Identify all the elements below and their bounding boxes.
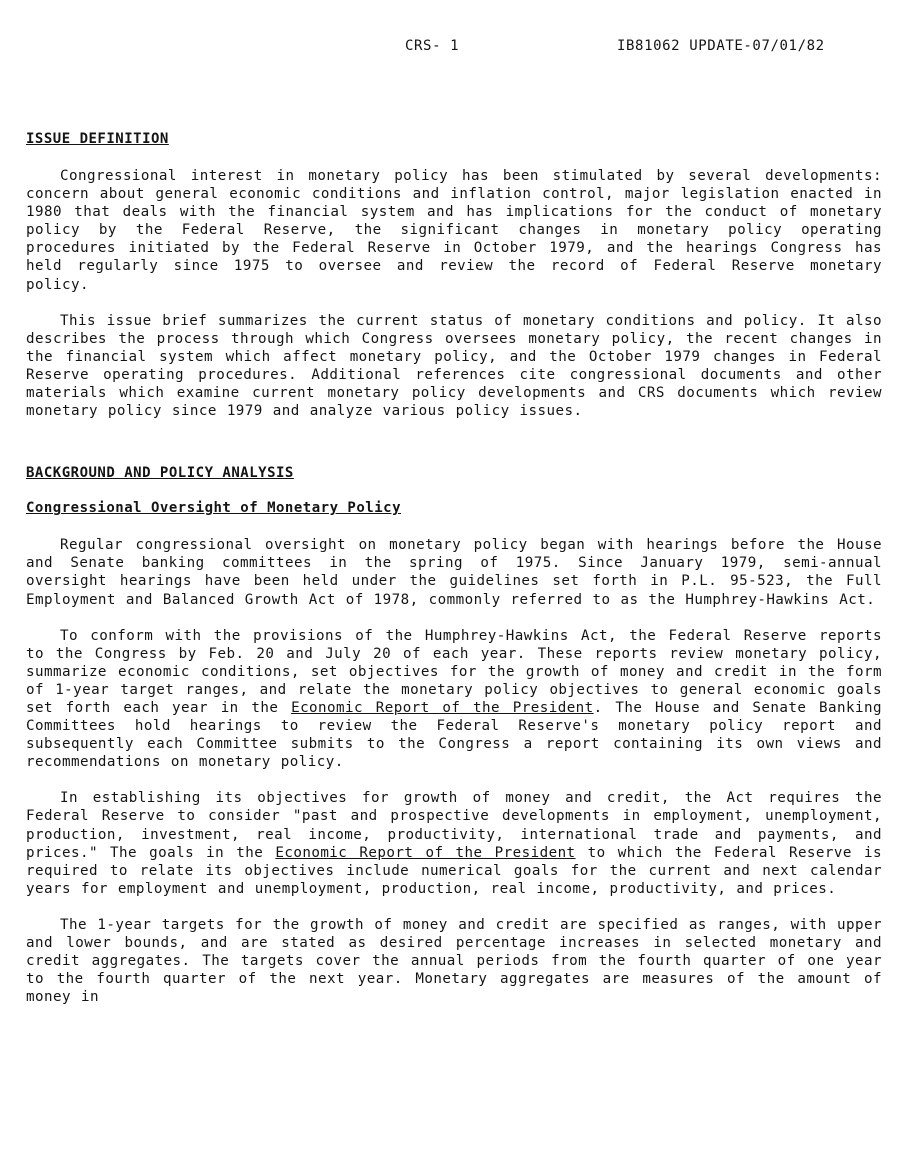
- paragraph-issue-1: Congressional interest in monetary policy has been stimulated by several developments: concern about general economic conditions and inflation control, major legislation enacted in 1980 that deals with the financial system and has implications for the conduct of monetary policy by the Federal Reserve, the significant changes in monetary policy operating procedures initiated by the Federal Reserve in October 1979, and the hearings Congress has held regularly since 1975 to oversee and review the record of Federal Reserve monetary policy.: [26, 168, 882, 293]
- paragraph-text: . The House and Senate Banking Committees hold hearings to review the Federal Reserve's monetary policy report and subsequently each Committee submits to the Congress a report containing its own views and recommendations on monetary policy.: [26, 699, 882, 771]
- report-title-reference: Economic Report of the President: [275, 844, 576, 861]
- document-body: [26, 130, 882, 1006]
- section-heading-issue-definition: ISSUE DEFINITION: [26, 131, 169, 147]
- paragraph-issue-2: This issue brief summarizes the current status of monetary conditions and policy. It also describes the process through which Congress oversees monetary policy, the recent changes in the financial system which affect monetary policy, and the October 1979 changes in Federal Reserve operating procedures. Additional references cite congressional documents and other materials which examine current monetary policy developments and CRS documents which review monetary policy since 1979 and analyze various policy issues.: [26, 312, 882, 420]
- paragraph-text: In establishing its objectives for growth of money and credit, the Act requires the Federal Reserve to consider "past and prospective developments in employment, unemployment, production, investment, real income, productivity, international trade and payments, and prices." The goals in the: [26, 790, 882, 861]
- paragraph-background-1: Regular congressional oversight on monetary policy began with hearings before the House and Senate banking committees in the spring of 1975. Since January 1979, semi-annual oversight hearings have been held under the guidelines set forth in P.L. 95-523, the Full Employment and Balanced Growth Act of 1978, commonly referred to as the Humphrey-Hawkins Act.: [26, 537, 882, 608]
- page-header: [0, 38, 920, 58]
- paragraph-background-2: [26, 627, 882, 772]
- paragraph-background-4: The 1-year targets for the growth of money and credit are specified as ranges, with upper and lower bounds, and are stated as desired percentage increases in selected monetary and credit aggregates. The targets cover the annual periods from the fourth quarter of one year to the fourth quarter of the next year. Monetary aggregates are measures of the amount of money in: [26, 916, 882, 1006]
- paragraph-background-3: [26, 789, 882, 898]
- report-title-reference: Economic Report of the President: [291, 699, 594, 716]
- page-label: CRS- 1: [405, 38, 460, 54]
- section-heading-background: BACKGROUND AND POLICY ANALYSIS: [26, 465, 294, 482]
- document-id: IB81062 UPDATE-07/01/82: [617, 38, 825, 54]
- subsection-heading-oversight: Congressional Oversight of Monetary Policy: [26, 500, 402, 517]
- paragraph-text: To conform with the provisions of the Humphrey-Hawkins Act, the Federal Reserve reports to the Congress by Feb. 20 and July 20 of each year. These reports review monetary policy, summarize economic conditions, set objectives for the growth of money and credit in the form of 1-year target ranges, and relate the monetary policy objectives to general economic goals set forth each year in the: [26, 627, 882, 716]
- paragraph-text: to which the Federal Reserve is required to relate its objectives include numerical goals for the current and next calendar years for employment and unemployment, production, real income, productivity, and prices.: [26, 844, 882, 897]
